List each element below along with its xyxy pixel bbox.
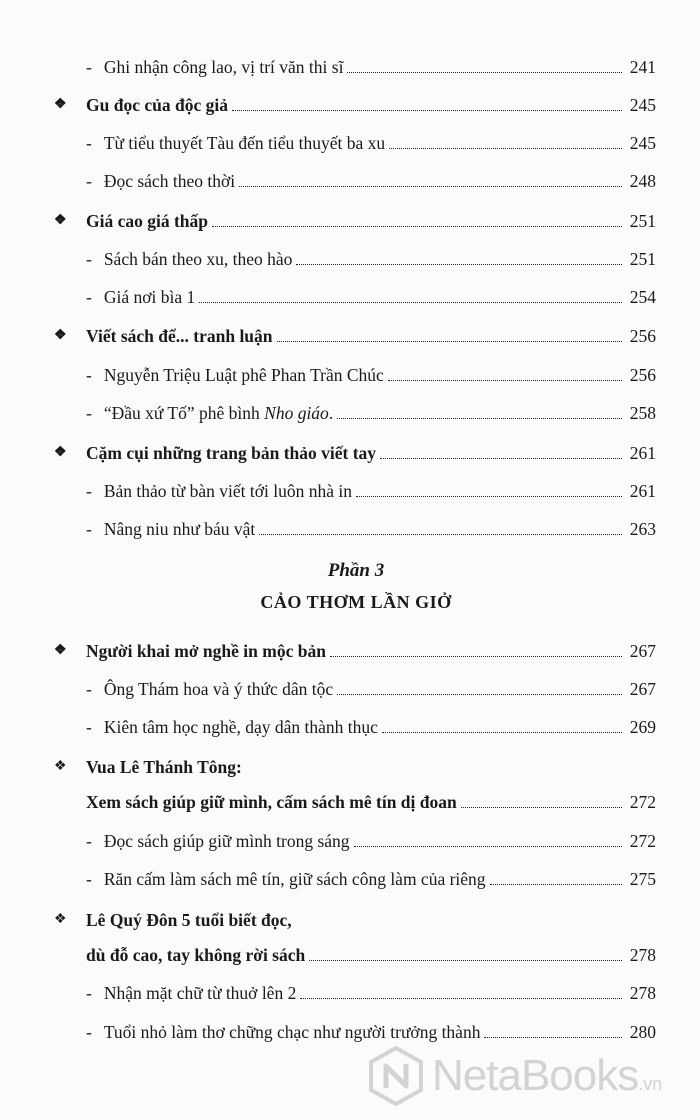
toc-entry-label: Đọc sách theo thời xyxy=(103,171,236,191)
dot-leader xyxy=(356,496,622,497)
page-number: 256 xyxy=(629,365,656,385)
page-number: 241 xyxy=(629,57,656,77)
toc-entry-label: Kiên tâm học nghề, dạy dân thành thục xyxy=(103,717,378,737)
page-number: 272 xyxy=(629,792,656,812)
dot-leader xyxy=(484,1037,622,1038)
toc-subentry xyxy=(86,480,656,502)
toc-entry-label: Từ tiểu thuyết Tàu đến tiểu thuyết ba xu xyxy=(103,133,386,153)
page-number: 251 xyxy=(629,249,656,269)
diamond-bullet-icon: ❖ xyxy=(54,213,67,228)
part-title: Phần 3 xyxy=(327,560,385,581)
toc-entry-label: Người khai mở nghề in mộc bản xyxy=(86,641,326,661)
dot-leader xyxy=(232,110,622,111)
entry-dash: - xyxy=(86,717,92,737)
entry-dash: - xyxy=(86,679,92,699)
dot-leader xyxy=(212,226,622,227)
page-number: 251 xyxy=(629,211,656,231)
dot-leader xyxy=(354,846,622,847)
toc-subentry xyxy=(86,830,656,852)
toc-entry-label: Ông Thám hoa và ý thức dân tộc xyxy=(103,679,334,699)
toc-entry-label: Ghi nhận công lao, vị trí văn thi sĩ xyxy=(103,57,344,77)
toc-entry-first-line: Lê Quý Đôn 5 tuổi biết đọc, xyxy=(86,910,292,930)
toc-entry-label: Bản thảo từ bàn viết tới luôn nhà in xyxy=(103,481,352,501)
page-number: 248 xyxy=(629,171,656,191)
toc-subentry xyxy=(86,286,656,308)
diamond-bullet-icon: ❖ xyxy=(54,759,67,774)
toc-entry-first-line: Vua Lê Thánh Tông: xyxy=(86,757,242,777)
toc-entry-label: Nhận mặt chữ từ thuở lên 2 xyxy=(103,983,297,1003)
entry-dash: - xyxy=(86,983,92,1003)
dot-leader xyxy=(239,186,622,187)
dot-leader xyxy=(389,148,622,149)
toc-entry xyxy=(56,791,656,813)
toc-subentry xyxy=(86,170,656,192)
toc-subentry xyxy=(86,364,656,386)
toc-entry-label: Viết sách để... tranh luận xyxy=(86,326,273,346)
toc-entry-label: Cặm cụi những trang bản thảo viết tay xyxy=(86,443,377,463)
entry-dash: - xyxy=(86,403,92,423)
page-number: 280 xyxy=(629,1022,656,1042)
toc-entry xyxy=(56,640,656,662)
dot-leader xyxy=(388,380,622,381)
entry-dash: - xyxy=(86,287,92,307)
toc-subentry xyxy=(86,716,656,738)
watermark-text: NetaBooks.vn xyxy=(432,1051,663,1100)
diamond-bullet-icon: ❖ xyxy=(54,912,67,927)
toc-subentry xyxy=(86,1021,656,1043)
netabooks-logo-icon xyxy=(368,1046,424,1106)
entry-dash: - xyxy=(86,57,92,77)
dot-leader xyxy=(380,458,622,459)
toc-subentry xyxy=(86,132,656,154)
dot-leader xyxy=(382,732,622,733)
entry-dash: - xyxy=(86,171,92,191)
page-number: 245 xyxy=(629,133,656,153)
toc-entry-label: “Đầu xứ Tố” phê bình Nho giáo. xyxy=(103,403,334,423)
watermark xyxy=(368,1046,662,1106)
dot-leader xyxy=(337,418,622,419)
page-number: 267 xyxy=(629,679,656,699)
page-number: 272 xyxy=(629,831,656,851)
entry-dash: - xyxy=(86,1022,92,1042)
toc-entry xyxy=(56,325,656,347)
dot-leader xyxy=(259,534,622,535)
diamond-bullet-icon: ❖ xyxy=(54,445,67,460)
toc-entry-label: dù đỗ cao, tay không rời sách xyxy=(86,945,306,965)
page-number: 254 xyxy=(629,287,656,307)
dot-leader xyxy=(309,960,622,961)
toc-entry xyxy=(56,442,656,464)
page-number: 278 xyxy=(629,983,656,1003)
toc-subentry xyxy=(86,402,656,424)
page-number: 245 xyxy=(629,95,656,115)
entry-dash: - xyxy=(86,365,92,385)
entry-dash: - xyxy=(86,869,92,889)
diamond-bullet-icon: ❖ xyxy=(54,643,67,658)
diamond-bullet-icon: ❖ xyxy=(54,97,67,112)
dot-leader xyxy=(199,302,622,303)
toc-entry-label: Đọc sách giúp giữ mình trong sáng xyxy=(103,831,350,851)
page-number: 275 xyxy=(629,869,656,889)
toc-entry xyxy=(56,944,656,966)
page-number: 258 xyxy=(629,403,656,423)
page-number: 263 xyxy=(629,519,656,539)
entry-dash: - xyxy=(86,133,92,153)
page-number: 278 xyxy=(629,945,656,965)
toc-subentry xyxy=(86,982,656,1004)
dot-leader xyxy=(277,341,622,342)
toc-entry-italic: Nho giáo xyxy=(264,403,329,423)
toc-entry xyxy=(56,94,656,116)
dot-leader xyxy=(490,884,622,885)
toc-entry-label: Xem sách giúp giữ mình, cấm sách mê tín dị đoan xyxy=(86,792,457,812)
entry-dash: - xyxy=(86,249,92,269)
toc-entry xyxy=(56,210,656,232)
toc-entry-label: Răn cấm làm sách mê tín, giữ sách công làm của riêng xyxy=(103,869,486,889)
entry-dash: - xyxy=(86,519,92,539)
dot-leader xyxy=(300,998,622,999)
toc-entry-label: Tuổi nhỏ làm thơ chững chạc như người trưởng thành xyxy=(103,1022,481,1042)
page-number: 256 xyxy=(629,326,656,346)
dot-leader xyxy=(296,264,622,265)
dot-leader xyxy=(337,694,622,695)
page-number: 261 xyxy=(629,481,656,501)
page-number: 261 xyxy=(629,443,656,463)
page-number: 269 xyxy=(629,717,656,737)
dot-leader xyxy=(347,72,622,73)
toc-subentry xyxy=(86,518,656,540)
toc-entry-label: Nâng niu như báu vật xyxy=(103,519,256,539)
toc-subentry xyxy=(86,248,656,270)
entry-dash: - xyxy=(86,831,92,851)
toc-entry-label: Sách bán theo xu, theo hào xyxy=(103,249,293,269)
diamond-bullet-icon: ❖ xyxy=(54,328,67,343)
part-subtitle: CẢO THƠM LẦN GIỞ xyxy=(260,592,452,612)
entry-dash: - xyxy=(86,481,92,501)
toc-entry-label: Giá nơi bìa 1 xyxy=(103,287,196,307)
toc-subentry xyxy=(86,868,656,890)
dot-leader xyxy=(461,807,622,808)
toc-entry-label: Giá cao giá thấp xyxy=(86,211,209,231)
dot-leader xyxy=(330,656,622,657)
toc-subentry xyxy=(86,56,656,78)
toc-entry-label: Nguyễn Triệu Luật phê Phan Trần Chúc xyxy=(103,365,384,385)
toc-subentry xyxy=(86,678,656,700)
page-number: 267 xyxy=(629,641,656,661)
toc-entry-suffix: . xyxy=(328,403,334,423)
toc-entry-label: Gu đọc của độc giả xyxy=(86,95,228,115)
